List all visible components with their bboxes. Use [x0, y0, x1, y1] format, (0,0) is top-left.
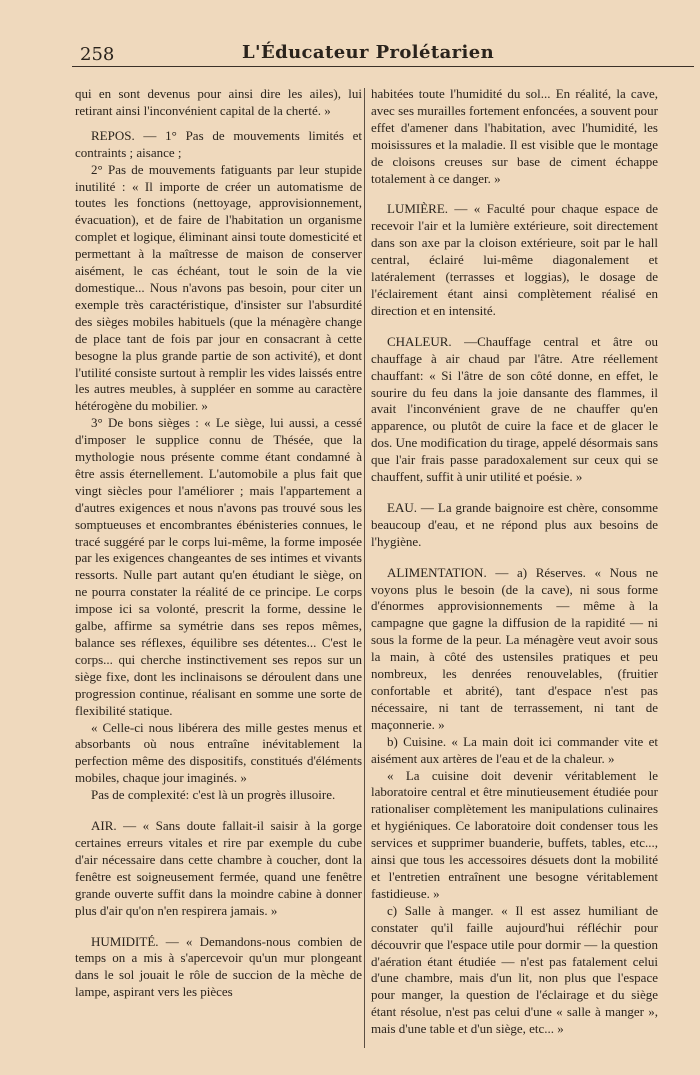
header-rule: [72, 66, 694, 67]
page-number: 258: [80, 44, 115, 65]
paragraph: habitées toute l'humidité du sol... En réalité, la cave, avec ses murailles fortement enfoncées, a souvent pour effet d'amener dans l'habitation, avec l'humidité, les moisissures et la maladie. Il est visible que le montage de cloisons creuses sur base de ciment échappe totalement à ce danger. »: [371, 86, 658, 186]
paragraph-alimentation: ALIMENTATION. — a) Réserves. « Nous ne voyons plus le besoin (de la cave), ni sous forme d'énormes approvisionnements — même à la campagne que gagne la diffusion de la rapidité — ni sous la forme de la peur. La ménagère veut avoir sous la main, à côté des ustensiles pratiques et peu nombreux, les denrées renouvelables, (fruitier confortable et abrité), tant d'espace n'est pas nécessaire, ni tant de terrassement, ni tant de maçonnerie. »: [371, 564, 658, 732]
left-column: [75, 86, 362, 1001]
paragraph: « Celle-ci nous libérera des mille gestes menus et absorbants où nous entraîne inévitablement la perfection même des dispositifs, constitués d'éléments mobiles, chaque jour imaginés. »: [75, 719, 362, 786]
paragraph: Pas de complexité: c'est là un progrès illusoire.: [91, 787, 336, 803]
paragraph-repos: REPOS. — 1° Pas de mouvements limités et contraints ; aisance ;: [75, 127, 362, 160]
right-column: [371, 86, 658, 1038]
paragraph: 3° De bons sièges : « Le siège, lui aussi, a cessé d'imposer le supplice connu de Thésée, que la mythologie nous présente comme étant condamné à être assis éternellement. L'automobile a plus fait que vingt siècles pour l'améliorer ; mais l'appartement a d'autres exigences et nous n'avons pas trouvé sous les somptueuses et encombrantes ébénisteries connues, le tracé suggéré par le corps lui-même, la forme imposée par les exigences changeantes de ses intimes et vivants ressorts. Nulle part autant qu'en étudiant le siège, on ne pourra constater la réalité de ce principe. Le corps impose ici sa volonté, prescrit la forme, dessine le galbe, affirme sa symétrie dans ses repos mêmes, balance ses réflexes, équilibre ses détentes... C'est le corps... qui cherche instinctivement ses repos sur un siège fixe, dont les inclinaisons se déroulent dans une progression continue, réalisant en somme une sorte de flexibilité statique.: [75, 415, 362, 718]
paragraph-chaleur: CHALEUR. —Chauffage central et âtre ou chauffage à air chaud par l'âtre. Atre réellement chauffant: « Si l'âtre de son côté donne, en effet, le sourire du feu dans la joie dansante des flammes, il avait l'inconvénient grave de ne chauffer qu'en apparence, ou plutôt de cuire la face et de glacer le dos. Une modification du tirage, appelé désormais sans que l'air frais passe paradoxalement sur ceux qui se chauffent, suffit à unir utilité et poésie. »: [371, 333, 659, 485]
column-divider: [364, 88, 365, 1048]
paragraph: 2° Pas de mouvements fatiguants par leur stupide inutilité : « Il importe de créer un automatisme de toutes les fonctions (nettoyage, approvisionnement, évacuation), et de faire de l'habitation un organisme complet et logique, éliminant ainsi toute domesticité et permettant à la maîtresse de maison de conserver aisément, le cas échéant, tout le soin de la vie domestique... Nous n'avons pas besoin, pour citer un exemple très caractéristique, d'insister sur l'absurdité des sièges mobiles habituels (que la ménagère change de place tant de fois par jour en consacrant à cette besogne la plus grande partie de son activité), et dont l'utilité consiste surtout à remplir les vides laissés entre les autres meubles, à suppléer en somme au caractère hétérogène du mobilier. »: [75, 161, 362, 414]
paragraph-humidite: HUMIDITÉ. — « Demandons-nous combien de temps on a mis à s'apercevoir qu'un mur plongeant dans le sol jouait le rôle de succion de la mèche de lampe, aspirant vers les pièces: [75, 933, 362, 1000]
paragraph-cuisine: b) Cuisine. « La main doit ici commander vite et aisément aux artères de l'eau et de la chaleur. »: [371, 733, 658, 766]
paragraph: « La cuisine doit devenir véritablement le laboratoire central et être minutieusement étudiée pour rationaliser complètement les manipulations culinaires et hygiéniques. Ce laboratoire doit condenser tous les services et supprimer buanderie, buffets, tables, etc..., ainsi que tous les accessoires désuets dont la mobilité et l'entretien entraînent une besogne véritablement fastidieuse. »: [371, 767, 658, 901]
paragraph-lumiere: LUMIÈRE. — « Faculté pour chaque espace de recevoir l'air et la lumière extérieure, soit directement dans son axe par la cloison extérieure, soit par le hall central, éclairé lui-même diagonalement et latéralement (terrasses et loggias), le dosage de l'éclairement étant ainsi complètement réalisé en direction et en intensité.: [371, 201, 658, 318]
paragraph-salle-a-manger: c) Salle à manger. « Il est assez humiliant de constater qu'il faille aujourd'hui réfléchir pour découvrir que l'espace utile pour dormir — la question d'aération étant étudiée — n'est pas fatalement celui d'une chambre, mais d'un lit, non plus que l'espace pour manger, la question de l'éclairage et du siège étant résolue, n'est pas celui d'une « salle à manger », mais d'une table et d'un siège, etc... »: [371, 902, 658, 1037]
paragraph: qui en sont devenus pour ainsi dire les ailes), lui retirant ainsi l'inconvénient capital de la cherté. »: [75, 86, 362, 118]
paragraph-eau: EAU. — La grande baignoire est chère, consomme beaucoup d'eau, et ne répond plus aux besoins de l'hygiène.: [371, 499, 658, 549]
paragraph-air: AIR. — « Sans doute fallait-il saisir à la gorge certaines erreurs vitales et rire par exemple du cube d'air nécessaire dans cette chambre à coucher, dont la fenêtre est soigneusement fermée, quand une fenêtre grande ouverte suffit dans la moindre cabine à donner plus d'air qu'on n'en respirera jamais. »: [75, 818, 362, 918]
running-title: L'Éducateur Prolétarien: [242, 42, 495, 63]
